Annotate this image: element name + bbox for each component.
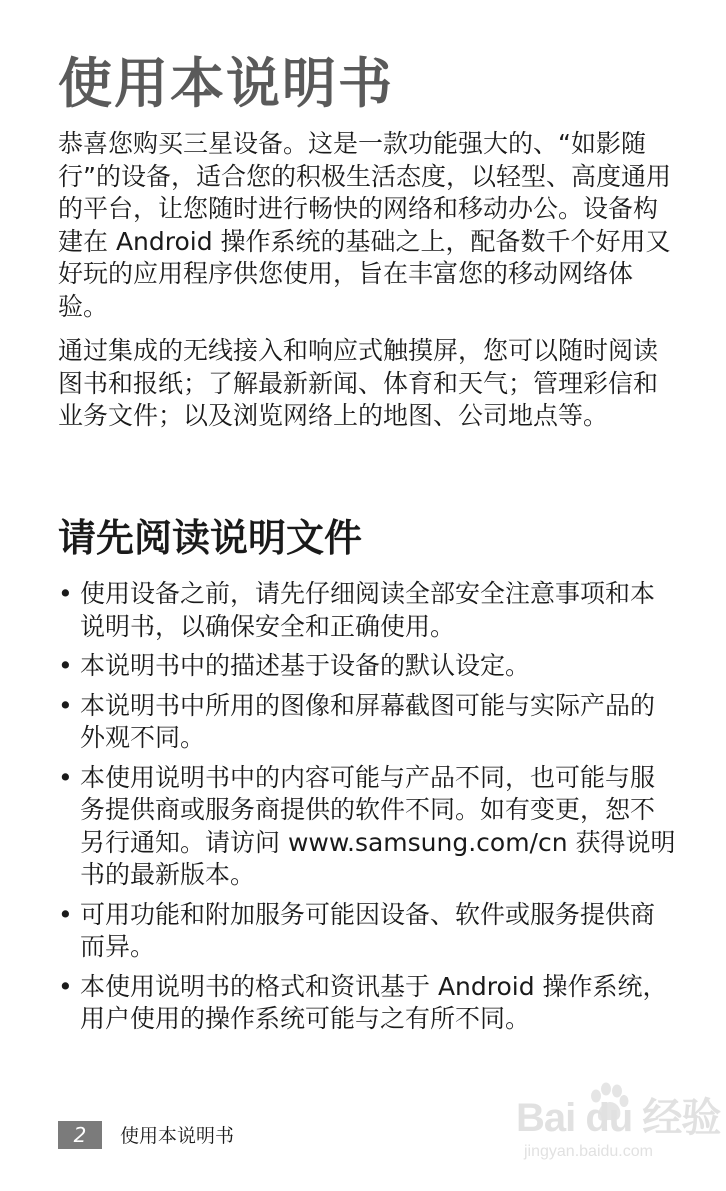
list-item-text: 本使用说明书中的内容可能与产品不同，也可能与服务提供商或服务商提供的软件不同。如有变更，恕不另行通知。请访问 www.samsung.com/cn 获得说明书的最新版本。 — [80, 762, 676, 889]
intro-paragraph-2: 通过集成的无线接入和响应式触摸屏，您可以随时阅读图书和报纸；了解最新新闻、体育和天气；管理彩信和业务文件；以及浏览网络上的地图、公司地点等。 — [58, 336, 659, 430]
baidu-logo-text: Bai du 经验 — [516, 1096, 721, 1140]
bullet-icon: • — [58, 690, 73, 720]
list-item — [58, 971, 678, 1036]
list-item-text: 本说明书中所用的图像和屏幕截图可能与实际产品的外观不同。 — [80, 690, 656, 752]
intro-section — [58, 128, 676, 445]
list-item — [58, 762, 678, 892]
bullet-icon: • — [58, 899, 73, 929]
bullet-icon: • — [58, 971, 73, 1001]
list-item — [58, 899, 678, 964]
list-item-text: 本说明书中的描述基于设备的默认设定。 — [80, 651, 531, 680]
bullet-icon: • — [58, 762, 73, 792]
list-item-text: 可用功能和附加服务可能因设备、软件或服务提供商而异。 — [80, 899, 656, 961]
list-item — [58, 650, 678, 683]
page-title: 使用本说明书 — [58, 52, 394, 115]
page-number: 2 — [58, 1121, 102, 1149]
list-item-text: 使用设备之前，请先仔细阅读全部安全注意事项和本说明书，以确保安全和正确使用。 — [80, 579, 656, 641]
list-item — [58, 578, 678, 643]
bullet-icon: • — [58, 579, 73, 608]
baidu-watermark — [516, 1082, 721, 1172]
list-item-text: 本使用说明书的格式和资讯基于 Android 操作系统，用户使用的操作系统可能与之有所不同。 — [80, 971, 668, 1033]
intro-paragraph-1: 恭喜您购买三星设备。这是一款功能强大的、“如影随行”的设备，适合您的积极生活态度，以轻型、高度通用的平台，让您随时进行畅快的网络和移动办公。设备构建在 Android 操作系统的基础之上，配备数千个好用又好玩的应用程序供您使用，旨在丰富您的移动网络体验。 — [58, 129, 671, 321]
footer-title: 使用本说明书 — [120, 1125, 235, 1147]
bullet-icon: • — [58, 651, 73, 680]
section-heading: 请先阅读说明文件 — [58, 516, 363, 560]
list-item — [58, 690, 678, 755]
notice-list — [58, 578, 678, 1043]
baidu-url: jingyan.baidu.com — [524, 1143, 653, 1160]
